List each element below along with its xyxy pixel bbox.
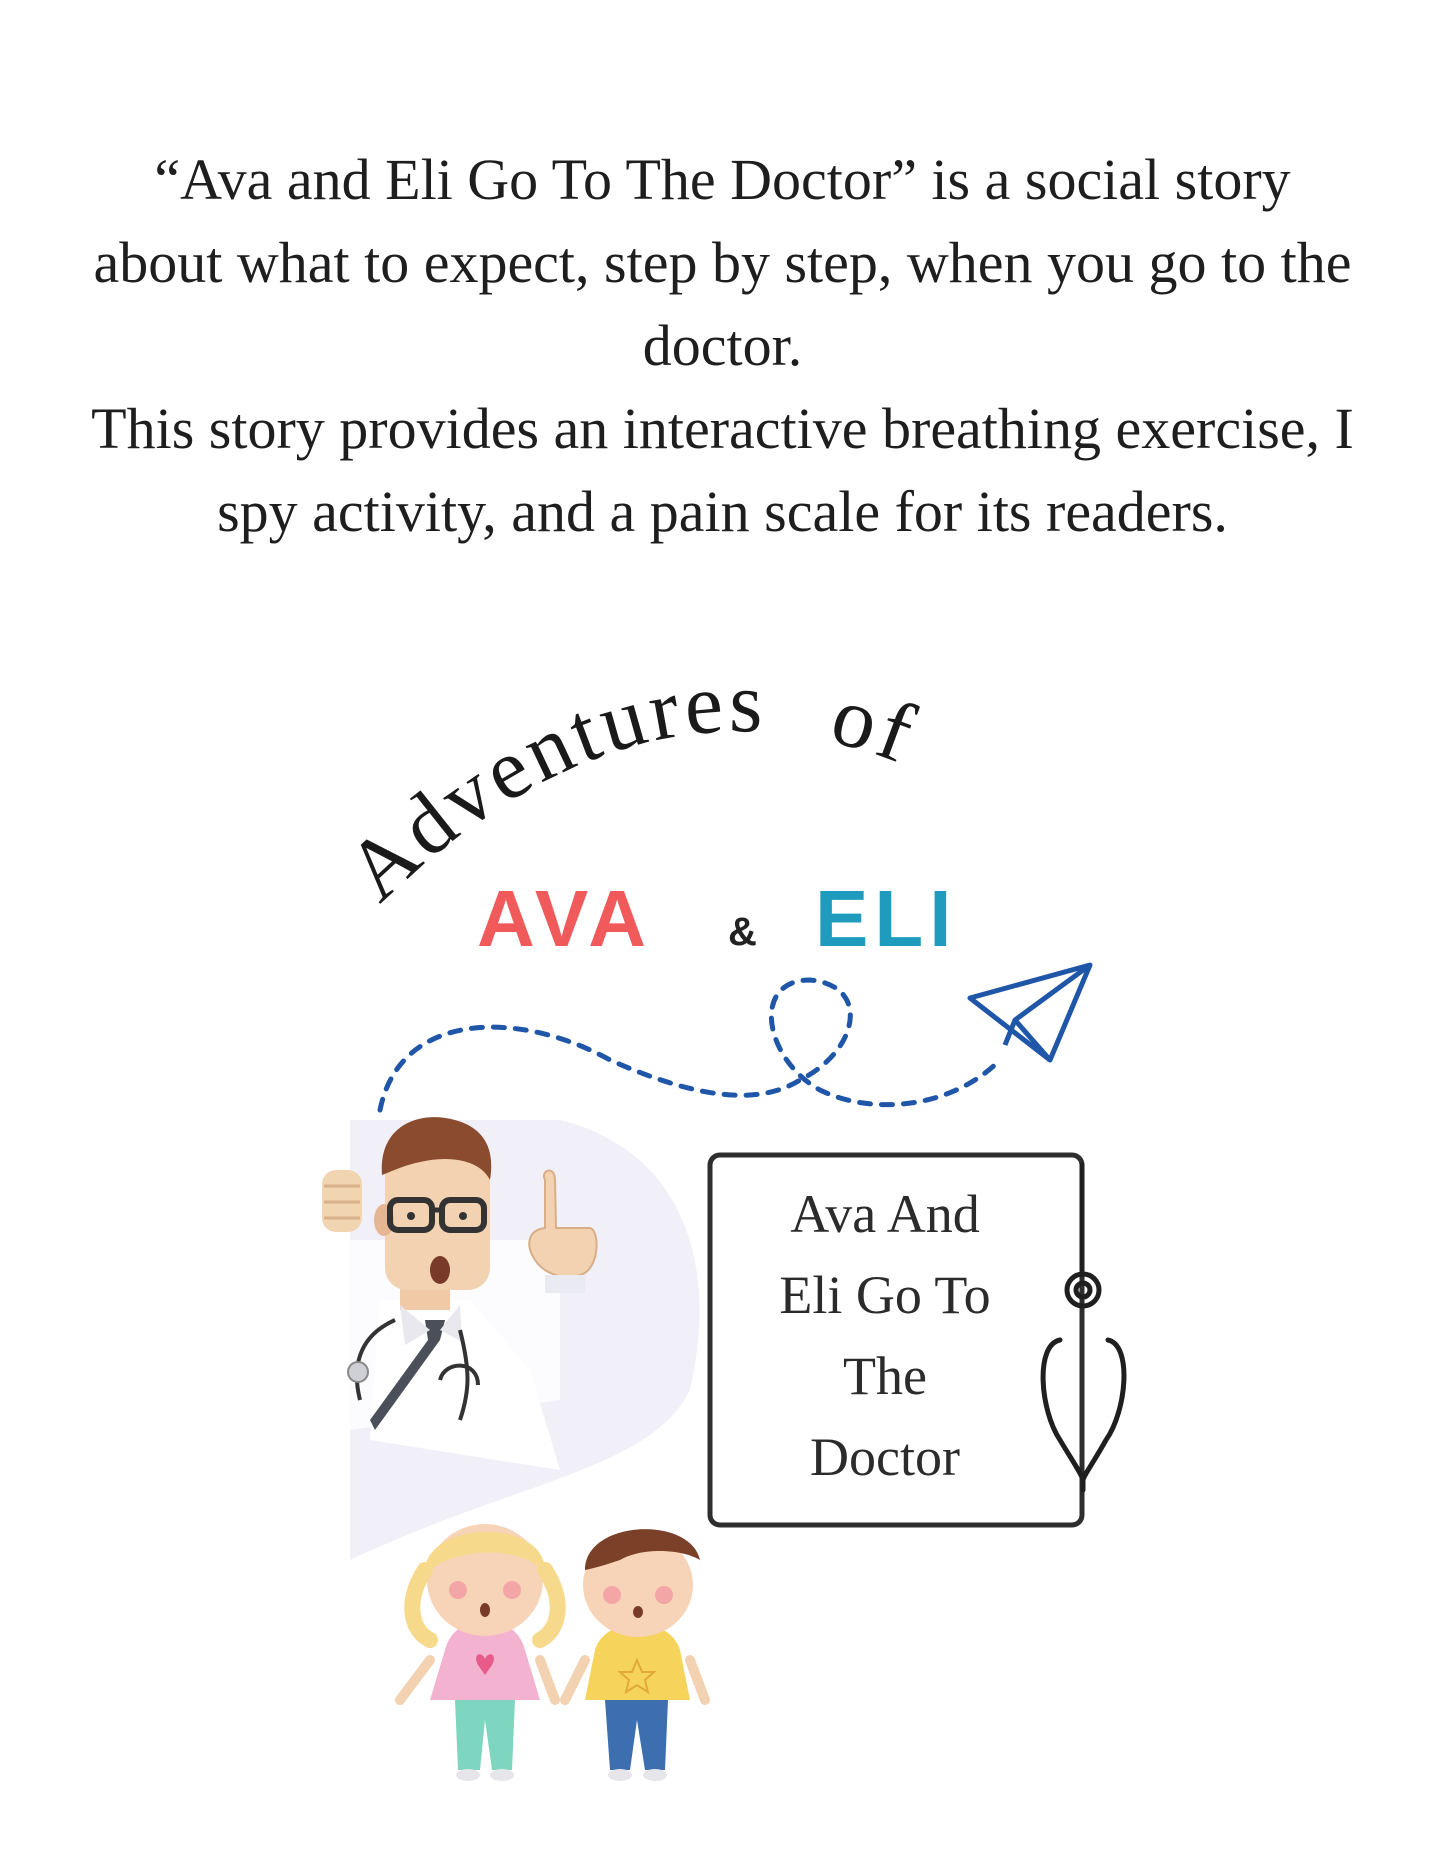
- boy-figure: [565, 1529, 705, 1781]
- title-line-4: Doctor: [810, 1427, 960, 1487]
- paper-plane-icon: [970, 965, 1090, 1060]
- adventures-word: Adventures: [327, 653, 768, 919]
- eli-name: ELI: [815, 874, 958, 963]
- intro-paragraph-1: “Ava and Eli Go To The Doctor” is a social story about what to expect, step by step, when you go to the doctor.: [93, 147, 1352, 378]
- of-word: of: [822, 666, 930, 783]
- doctor-figure: [322, 1117, 700, 1560]
- ampersand: &: [728, 910, 757, 954]
- title-line-1: Ava And: [790, 1184, 980, 1244]
- title-box-text: [779, 1184, 990, 1487]
- title-line-3: The: [843, 1346, 927, 1406]
- ava-name: AVA: [477, 874, 653, 963]
- girl-figure: [400, 1524, 558, 1781]
- dotted-flight-path: [380, 980, 1000, 1110]
- intro-paragraph-2: This story provides an interactive breathing exercise, I spy activity, and a pain scale for its readers.: [91, 396, 1354, 544]
- title-line-2: Eli Go To: [779, 1265, 991, 1325]
